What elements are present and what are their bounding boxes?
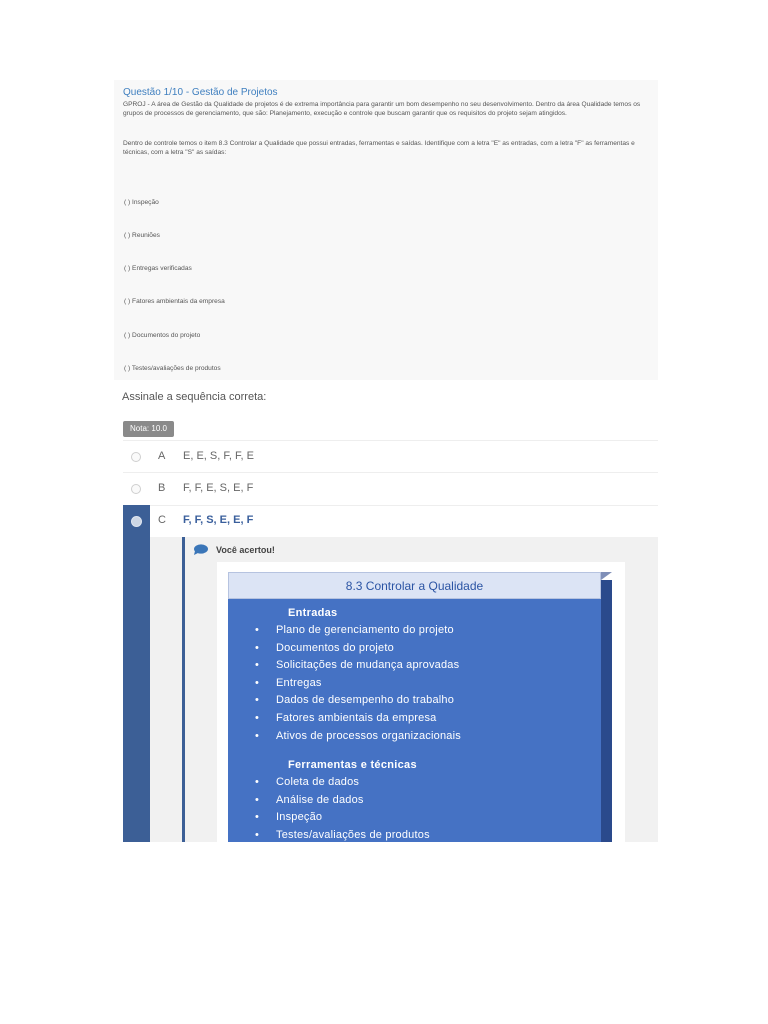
question-title: Questão 1/10 - Gestão de Projetos <box>123 87 278 98</box>
question-paragraph-2: Dentro de controle temos o item 8.3 Controlar a Qualidade que possui entradas, ferramentas e saídas. Identifique com a letra "E" as entradas, com a letra "F" as ferramentas e técnicas, com a letra "S" as saídas: <box>123 140 635 156</box>
answer-prompt: Assinale a sequência correta: <box>122 391 267 403</box>
list-item: ( ) Documentos do projeto <box>124 332 201 339</box>
option-letter: C <box>158 514 166 526</box>
list-item: ( ) Reuniões <box>124 232 160 239</box>
page-bottom <box>150 842 670 1024</box>
option-text-selected: F, F, S, E, E, F <box>183 514 254 526</box>
diagram-inputs-heading: Entradas <box>288 607 338 619</box>
option-letter: B <box>158 482 166 494</box>
radio-option-a[interactable] <box>131 452 141 462</box>
grade-badge: Nota: 10.0 <box>123 421 174 437</box>
feedback-text: Você acertou! <box>216 545 275 555</box>
list-item: ( ) Inspeção <box>124 199 159 206</box>
selected-indicator-bar <box>123 505 150 842</box>
option-b[interactable] <box>123 472 658 505</box>
question-paragraph-1: GPROJ - A área de Gestão da Qualidade de projetos é de extrema importância para garantir um bom desempenho no seu desenvolvimento. Dentro da área Qualidade temos os grupos de processos de gerenciamento, que são: Planejamento, execução e controle que buscam garantir que os requisitos do projeto sejam atingidos. <box>123 101 641 117</box>
diagram-title: 8.3 Controlar a Qualidade <box>228 572 601 599</box>
list-item: ( ) Entregas verificadas <box>124 265 192 272</box>
feedback-border <box>182 537 185 842</box>
option-a[interactable] <box>123 440 658 473</box>
option-letter: A <box>158 450 166 462</box>
option-text: F, F, E, S, E, F <box>183 482 254 494</box>
radio-option-b[interactable] <box>131 484 141 494</box>
diagram-tools-heading: Ferramentas e técnicas <box>288 759 417 771</box>
list-item: ( ) Testes/avaliações de produtos <box>124 365 221 372</box>
speech-bubble-icon <box>193 544 208 555</box>
option-text: E, E, S, F, F, E <box>183 450 254 462</box>
list-item: ( ) Fatores ambientais da empresa <box>124 298 225 305</box>
diagram-side-top <box>601 572 612 580</box>
radio-option-c[interactable] <box>131 516 142 527</box>
diagram-side <box>601 580 612 842</box>
